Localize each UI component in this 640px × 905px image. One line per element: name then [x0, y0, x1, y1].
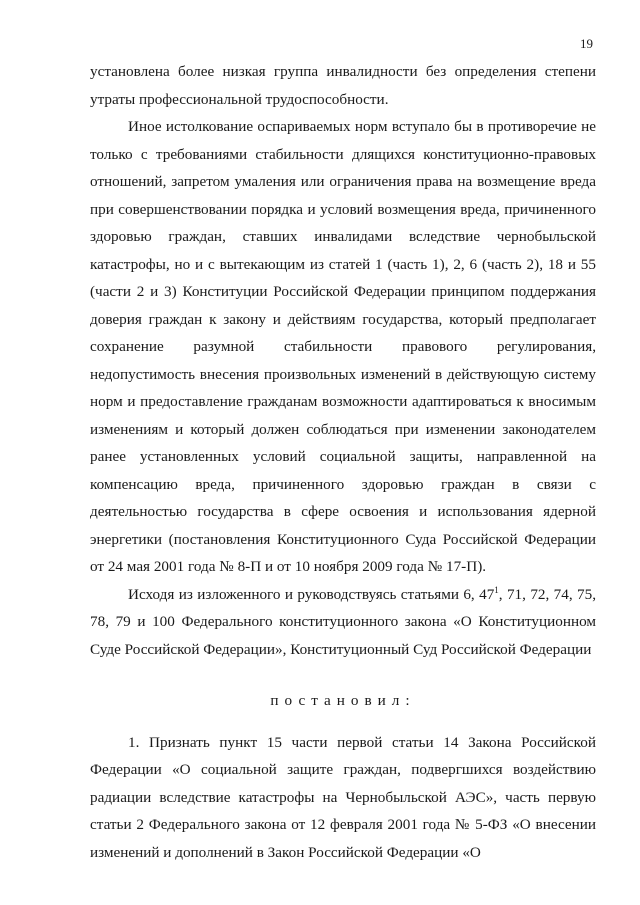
document-body	[90, 58, 596, 866]
page-number: 19	[580, 36, 593, 51]
article-superscript: 1	[494, 584, 499, 595]
decree-heading: постановил:	[270, 692, 416, 709]
paragraph-interpretation: Иное истолкование оспариваемых норм вступало бы в противоречие не только с требованиями стабильности длящихся конституционно-правовых отношений, запретом умаления или ограничения права на возмещение вреда при совершенствовании порядка и условий возмещения вреда, причиненного здоровью граждан, ставших инвалидами вследствие чернобыльской катастрофы, но и с вытекающим из статей 1 (часть 1), 2, 6 (часть 2), 18 и 55 (части 2 и 3) Конституции Российской Федерации принципом поддержания доверия граждан к закону и действиям государства, который предполагает сохранение разумной стабильности правового регулирования, недопустимость внесения произвольных изменений в действующую систему норм и предоставление гражданам возможности адаптироваться к вносимым изменениям и который должен соблюдаться при изменении законодателем ранее установленных условий социальной защиты, направленной на компенсацию вреда, причиненного здоровью граждан в связи с деятельностью государства в сфере освоения и использования ядерной энергетики (постановления Конституционного Суда Российской Федерации от 24 мая 2001 года № 8-П и от 10 ноября 2009 года № 17-П).	[90, 118, 596, 575]
basis-text-end: , 71, 72, 74, 75, 78, 79 и 100 Федерального конституционного закона «О Конституционном Суде Российской Федерации», Конституционный Суд Российской Федерации	[90, 585, 597, 658]
paragraph-basis	[90, 581, 596, 664]
basis-text-start: Исходя из изложенного и руководствуясь статьями 6, 47	[128, 585, 495, 603]
paragraph-ruling-1: 1. Признать пункт 15 части первой статьи 14 Закона Российской Федерации «О социальной защите граждан, подвергшихся воздействию радиации вследствие катастрофы на Чернобыльской АЭС», часть первую статьи 2 Федерального закона от 12 февраля 2001 года № 5-ФЗ «О внесении изменений и дополнений в Закон Российской Федерации «О	[90, 733, 596, 861]
paragraph-continuation: установлена более низкая группа инвалидности без определения степени утраты профессиональной трудоспособности.	[90, 63, 596, 108]
